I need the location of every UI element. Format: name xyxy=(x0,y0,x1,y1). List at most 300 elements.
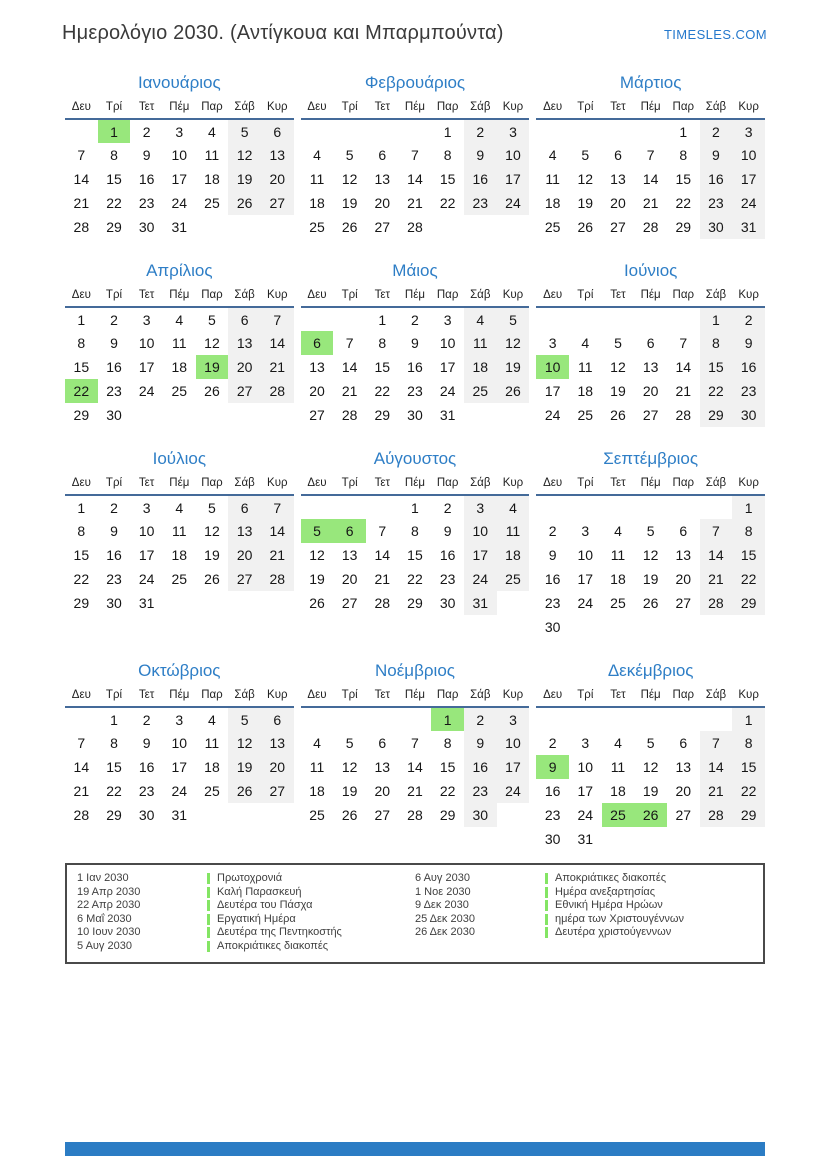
week-row xyxy=(65,567,294,591)
day-cell xyxy=(228,803,261,827)
day-cell: 6 xyxy=(378,735,387,751)
day-cell: 18 xyxy=(577,383,594,399)
week-row xyxy=(301,191,530,215)
day-cell: 24 xyxy=(577,807,594,823)
day-cell: 9 xyxy=(548,547,557,563)
day-cell: 23 xyxy=(407,383,423,399)
day-cell: 30 xyxy=(732,403,765,427)
day-cell: 24 xyxy=(138,383,155,399)
day-cell: 20 xyxy=(675,783,692,799)
week-row xyxy=(65,803,294,827)
day-cell: 5 xyxy=(208,311,216,328)
day-cell: 14 xyxy=(73,759,90,775)
legend-date: 9 Δεκ 2030 xyxy=(415,899,469,911)
weekday-header-row xyxy=(536,687,765,707)
weekday-header: Παρ xyxy=(431,287,464,307)
weekday-header: Τετ xyxy=(366,99,399,119)
week-row xyxy=(301,331,530,355)
weekday-header: Δευ xyxy=(301,99,334,119)
day-cell xyxy=(431,215,464,239)
day-cell: 30 xyxy=(407,407,423,423)
day-cell: 20 xyxy=(642,383,659,399)
day-cell: 13 xyxy=(675,759,692,775)
legend-label: ημέρα των Χριστουγέννων xyxy=(555,912,685,925)
day-cell: 22 xyxy=(700,379,733,403)
day-cell xyxy=(163,591,196,615)
weekday-header: Παρ xyxy=(667,287,700,307)
day-cell: 7 xyxy=(700,731,733,755)
day-cell: 26 xyxy=(634,803,667,827)
day-cell: 20 xyxy=(228,355,261,379)
week-row xyxy=(65,403,294,427)
day-cell: 16 xyxy=(544,783,561,799)
month-days xyxy=(65,495,294,615)
day-cell: 4 xyxy=(313,735,321,751)
day-cell xyxy=(163,403,196,427)
day-cell: 26 xyxy=(341,219,358,235)
day-cell xyxy=(569,307,602,331)
day-cell: 18 xyxy=(464,355,497,379)
weekday-header: Δευ xyxy=(536,99,569,119)
month-11 xyxy=(301,661,530,827)
day-cell: 2 xyxy=(700,119,733,143)
day-cell: 11 xyxy=(309,759,325,775)
day-cell: 25 xyxy=(171,383,188,399)
day-cell: 23 xyxy=(732,379,765,403)
day-cell: 19 xyxy=(341,195,358,211)
day-cell: 27 xyxy=(675,807,692,823)
week-row xyxy=(301,143,530,167)
day-cell: 13 xyxy=(374,759,391,775)
day-cell: 6 xyxy=(228,307,261,331)
day-cell: 3 xyxy=(497,707,530,731)
week-row xyxy=(65,731,294,755)
weekday-header: Κυρ xyxy=(497,99,530,119)
day-cell xyxy=(497,803,530,827)
day-cell: 21 xyxy=(675,383,692,399)
day-cell xyxy=(228,215,261,239)
legend-item xyxy=(77,872,415,886)
week-row xyxy=(65,379,294,403)
weekday-header: Παρ xyxy=(667,99,700,119)
day-cell: 10 xyxy=(497,731,530,755)
week-row xyxy=(536,215,765,239)
day-cell: 27 xyxy=(374,807,391,823)
day-cell: 5 xyxy=(228,119,261,143)
day-cell xyxy=(536,707,569,731)
month-table xyxy=(65,287,294,427)
day-cell: 4 xyxy=(548,147,557,163)
month-days xyxy=(301,707,530,827)
day-cell: 21 xyxy=(407,195,423,211)
day-cell xyxy=(228,403,261,427)
day-cell: 6 xyxy=(261,707,294,731)
week-row xyxy=(536,495,765,519)
day-cell: 23 xyxy=(439,571,456,587)
day-cell: 10 xyxy=(439,335,456,351)
day-cell: 19 xyxy=(642,571,659,587)
week-row xyxy=(65,779,294,803)
day-cell xyxy=(536,495,569,519)
week-row xyxy=(65,143,294,167)
day-cell: 20 xyxy=(261,167,294,191)
day-cell: 21 xyxy=(407,783,423,799)
day-cell xyxy=(301,119,334,143)
month-table xyxy=(301,687,530,827)
weekday-header: Τρί xyxy=(333,99,366,119)
day-cell xyxy=(602,615,635,639)
day-cell: 12 xyxy=(204,335,220,351)
day-cell: 17 xyxy=(497,755,530,779)
day-cell xyxy=(667,615,700,639)
day-cell: 22 xyxy=(374,383,391,399)
day-cell: 28 xyxy=(407,219,423,235)
month-table xyxy=(65,475,294,615)
day-cell: 21 xyxy=(73,783,90,799)
day-cell: 25 xyxy=(577,407,594,423)
day-cell: 14 xyxy=(407,759,423,775)
week-row xyxy=(65,355,294,379)
month-days xyxy=(301,119,530,239)
month-6 xyxy=(536,261,765,427)
day-cell: 10 xyxy=(577,759,594,775)
legend-date: 22 Απρ 2030 xyxy=(77,899,141,911)
day-cell: 9 xyxy=(536,755,569,779)
day-cell: 7 xyxy=(700,519,733,543)
weekday-header: Σάβ xyxy=(464,687,497,707)
day-cell xyxy=(634,615,667,639)
weekday-header-row xyxy=(301,99,530,119)
weekday-header: Τετ xyxy=(602,687,635,707)
day-cell: 26 xyxy=(610,407,626,423)
day-cell: 24 xyxy=(497,191,530,215)
weekday-header-row xyxy=(65,99,294,119)
day-cell xyxy=(602,119,635,143)
week-row xyxy=(536,119,765,143)
day-cell: 27 xyxy=(228,379,261,403)
day-cell: 7 xyxy=(345,335,354,351)
day-cell: 25 xyxy=(309,219,325,235)
day-cell: 31 xyxy=(171,807,188,823)
day-cell xyxy=(634,707,667,731)
month-title: Μάρτιος xyxy=(619,73,682,92)
legend-date: 10 Ιουν 2030 xyxy=(77,926,141,938)
day-cell: 14 xyxy=(73,171,90,187)
weekday-header: Δευ xyxy=(65,287,98,307)
day-cell: 22 xyxy=(65,379,98,403)
legend-label: Αποκριάτικες διακοπές xyxy=(555,872,667,884)
day-cell: 3 xyxy=(732,119,765,143)
legend-date: 5 Αυγ 2030 xyxy=(77,939,132,952)
week-row xyxy=(536,567,765,591)
weekday-header: Πέμ xyxy=(399,475,432,495)
day-cell: 6 xyxy=(646,335,655,351)
day-cell: 15 xyxy=(407,547,423,563)
day-cell: 1 xyxy=(378,311,387,328)
day-cell: 17 xyxy=(544,383,561,399)
month-2 xyxy=(301,73,530,239)
legend-label: Αποκριάτικες διακοπές xyxy=(217,939,329,952)
day-cell: 7 xyxy=(77,735,86,751)
day-cell: 3 xyxy=(497,119,530,143)
week-row xyxy=(536,403,765,427)
day-cell: 8 xyxy=(77,523,86,539)
day-cell: 10 xyxy=(171,147,188,163)
day-cell: 3 xyxy=(581,735,590,751)
day-cell xyxy=(196,215,229,239)
day-cell: 7 xyxy=(411,147,419,163)
day-cell: 11 xyxy=(309,171,325,187)
day-cell: 1 xyxy=(77,311,86,328)
weekday-header: Κυρ xyxy=(732,687,765,707)
month-title: Μάιος xyxy=(392,261,438,280)
week-row xyxy=(65,707,294,731)
legend-date: 6 Μαΐ 2030 xyxy=(77,912,132,925)
weekday-header: Τετ xyxy=(602,287,635,307)
holiday-marker-icon xyxy=(545,873,548,884)
day-cell: 11 xyxy=(497,519,530,543)
day-cell: 1 xyxy=(700,307,733,331)
day-cell xyxy=(333,707,366,731)
day-cell: 28 xyxy=(374,595,391,611)
day-cell: 23 xyxy=(464,191,497,215)
day-cell: 12 xyxy=(497,331,530,355)
day-cell: 19 xyxy=(341,783,358,799)
day-cell: 11 xyxy=(610,547,626,563)
day-cell: 23 xyxy=(138,195,155,211)
weekday-header: Παρ xyxy=(196,287,229,307)
day-cell: 25 xyxy=(602,803,635,827)
week-row xyxy=(301,379,530,403)
day-cell: 7 xyxy=(411,735,419,751)
day-cell: 11 xyxy=(464,331,497,355)
day-cell: 5 xyxy=(345,735,354,751)
week-row xyxy=(536,355,765,379)
day-cell: 15 xyxy=(73,547,90,563)
month-table xyxy=(536,475,765,639)
holiday-marker-icon xyxy=(545,927,548,938)
weekday-header: Κυρ xyxy=(261,475,294,495)
week-row xyxy=(536,167,765,191)
day-cell: 4 xyxy=(614,523,622,539)
week-row xyxy=(536,307,765,331)
day-cell: 20 xyxy=(374,195,391,211)
day-cell: 18 xyxy=(544,195,561,211)
day-cell: 16 xyxy=(138,171,155,187)
day-cell: 9 xyxy=(732,331,765,355)
day-cell: 25 xyxy=(497,567,530,591)
day-cell: 5 xyxy=(646,735,655,751)
day-cell: 23 xyxy=(544,595,561,611)
weekday-header: Τρί xyxy=(569,99,602,119)
week-row xyxy=(301,731,530,755)
day-cell: 4 xyxy=(175,311,184,328)
day-cell xyxy=(497,591,530,615)
day-cell: 6 xyxy=(679,735,688,751)
day-cell: 19 xyxy=(228,167,261,191)
week-row xyxy=(536,519,765,543)
weekday-header: Τετ xyxy=(130,287,163,307)
day-cell: 2 xyxy=(464,119,497,143)
weekday-header: Δευ xyxy=(65,687,98,707)
day-cell: 2 xyxy=(548,735,557,751)
holiday-marker-icon xyxy=(207,900,210,911)
day-cell: 12 xyxy=(341,171,358,187)
day-cell: 26 xyxy=(228,779,261,803)
holiday-marker-icon xyxy=(207,887,210,898)
day-cell: 10 xyxy=(171,735,188,751)
day-cell: 10 xyxy=(464,519,497,543)
day-cell: 7 xyxy=(646,147,655,163)
week-row xyxy=(65,755,294,779)
weekday-header: Παρ xyxy=(667,475,700,495)
day-cell: 16 xyxy=(106,547,122,563)
weekday-header: Κυρ xyxy=(497,287,530,307)
day-cell: 30 xyxy=(544,619,561,635)
day-cell: 28 xyxy=(261,379,294,403)
weekday-header: Πέμ xyxy=(163,475,196,495)
legend-label: Πρωτοχρονιά xyxy=(217,872,283,884)
day-cell xyxy=(261,403,294,427)
legend-label: Καλή Παρασκευή xyxy=(217,885,302,898)
week-row xyxy=(301,355,530,379)
day-cell: 21 xyxy=(261,543,294,567)
day-cell: 14 xyxy=(261,519,294,543)
day-cell: 6 xyxy=(301,331,334,355)
day-cell: 31 xyxy=(732,215,765,239)
holiday-marker-icon xyxy=(545,914,548,925)
day-cell xyxy=(536,119,569,143)
week-row xyxy=(301,519,530,543)
day-cell: 4 xyxy=(175,499,184,516)
day-cell: 5 xyxy=(301,519,334,543)
day-cell: 12 xyxy=(309,547,325,563)
month-12 xyxy=(536,661,765,851)
day-cell xyxy=(333,119,366,143)
week-row xyxy=(301,215,530,239)
day-cell: 29 xyxy=(106,219,122,235)
legend-item xyxy=(77,899,415,913)
legend-label: Εργατική Ημέρα xyxy=(217,912,296,925)
weekday-header: Σάβ xyxy=(700,687,733,707)
day-cell: 29 xyxy=(73,595,90,611)
day-cell: 18 xyxy=(309,783,325,799)
day-cell: 22 xyxy=(439,195,456,211)
week-row xyxy=(301,755,530,779)
day-cell: 15 xyxy=(439,759,456,775)
day-cell: 6 xyxy=(228,495,261,519)
holiday-legend xyxy=(65,863,765,964)
legend-item xyxy=(415,913,753,927)
day-cell: 8 xyxy=(110,147,118,163)
weekday-header: Σάβ xyxy=(700,99,733,119)
day-cell: 1 xyxy=(77,499,86,516)
day-cell: 15 xyxy=(106,759,122,775)
day-cell: 25 xyxy=(204,783,220,799)
weekday-header: Πέμ xyxy=(163,687,196,707)
day-cell xyxy=(261,591,294,615)
day-cell: 13 xyxy=(228,331,261,355)
day-cell xyxy=(261,215,294,239)
day-cell: 9 xyxy=(464,143,497,167)
day-cell: 30 xyxy=(138,807,155,823)
day-cell: 17 xyxy=(464,543,497,567)
day-cell xyxy=(366,707,399,731)
day-cell xyxy=(464,215,497,239)
day-cell: 16 xyxy=(700,167,733,191)
day-cell: 23 xyxy=(700,191,733,215)
day-cell xyxy=(602,495,635,519)
week-row xyxy=(536,827,765,851)
weekday-header: Παρ xyxy=(431,99,464,119)
day-cell: 5 xyxy=(228,707,261,731)
day-cell: 12 xyxy=(610,359,626,375)
day-cell: 29 xyxy=(407,595,423,611)
weekday-header: Δευ xyxy=(536,687,569,707)
day-cell xyxy=(196,591,229,615)
legend-label: Δευτέρα της Πεντηκοστής xyxy=(217,926,342,938)
day-cell: 22 xyxy=(106,783,122,799)
month-title: Ιούλιος xyxy=(152,449,207,468)
day-cell: 28 xyxy=(341,407,358,423)
legend-item xyxy=(415,886,753,900)
day-cell: 24 xyxy=(732,191,765,215)
day-cell: 14 xyxy=(700,755,733,779)
week-row xyxy=(65,519,294,543)
day-cell: 12 xyxy=(341,759,358,775)
day-cell: 2 xyxy=(110,499,118,516)
day-cell: 29 xyxy=(374,407,391,423)
day-cell: 29 xyxy=(73,407,90,423)
day-cell: 15 xyxy=(675,171,692,187)
day-cell: 21 xyxy=(700,779,733,803)
day-cell: 7 xyxy=(679,335,688,351)
day-cell xyxy=(569,707,602,731)
day-cell: 27 xyxy=(261,779,294,803)
day-cell: 4 xyxy=(208,711,216,728)
day-cell: 10 xyxy=(138,523,155,539)
day-cell: 14 xyxy=(374,547,391,563)
month-title: Αύγουστος xyxy=(373,449,457,468)
weekday-header: Σάβ xyxy=(228,99,261,119)
day-cell: 3 xyxy=(464,495,497,519)
day-cell: 19 xyxy=(228,755,261,779)
weekday-header: Σάβ xyxy=(228,287,261,307)
day-cell xyxy=(261,803,294,827)
weekday-header: Τρί xyxy=(569,687,602,707)
day-cell: 26 xyxy=(577,219,594,235)
day-cell xyxy=(497,403,530,427)
day-cell: 8 xyxy=(378,335,387,351)
day-cell: 30 xyxy=(106,407,122,423)
holiday-marker-icon xyxy=(545,900,548,911)
month-10 xyxy=(65,661,294,827)
day-cell: 16 xyxy=(106,359,122,375)
weekday-header: Σάβ xyxy=(464,287,497,307)
day-cell: 28 xyxy=(700,591,733,615)
day-cell: 28 xyxy=(642,219,659,235)
months-grid xyxy=(65,73,765,851)
day-cell: 27 xyxy=(261,191,294,215)
day-cell xyxy=(497,215,530,239)
day-cell: 23 xyxy=(106,383,122,399)
week-row xyxy=(536,191,765,215)
day-cell: 1 xyxy=(443,123,452,140)
day-cell: 4 xyxy=(313,147,321,163)
month-5 xyxy=(301,261,530,427)
site-link[interactable]: TIMESLES.COM xyxy=(663,27,767,42)
month-table xyxy=(301,475,530,615)
